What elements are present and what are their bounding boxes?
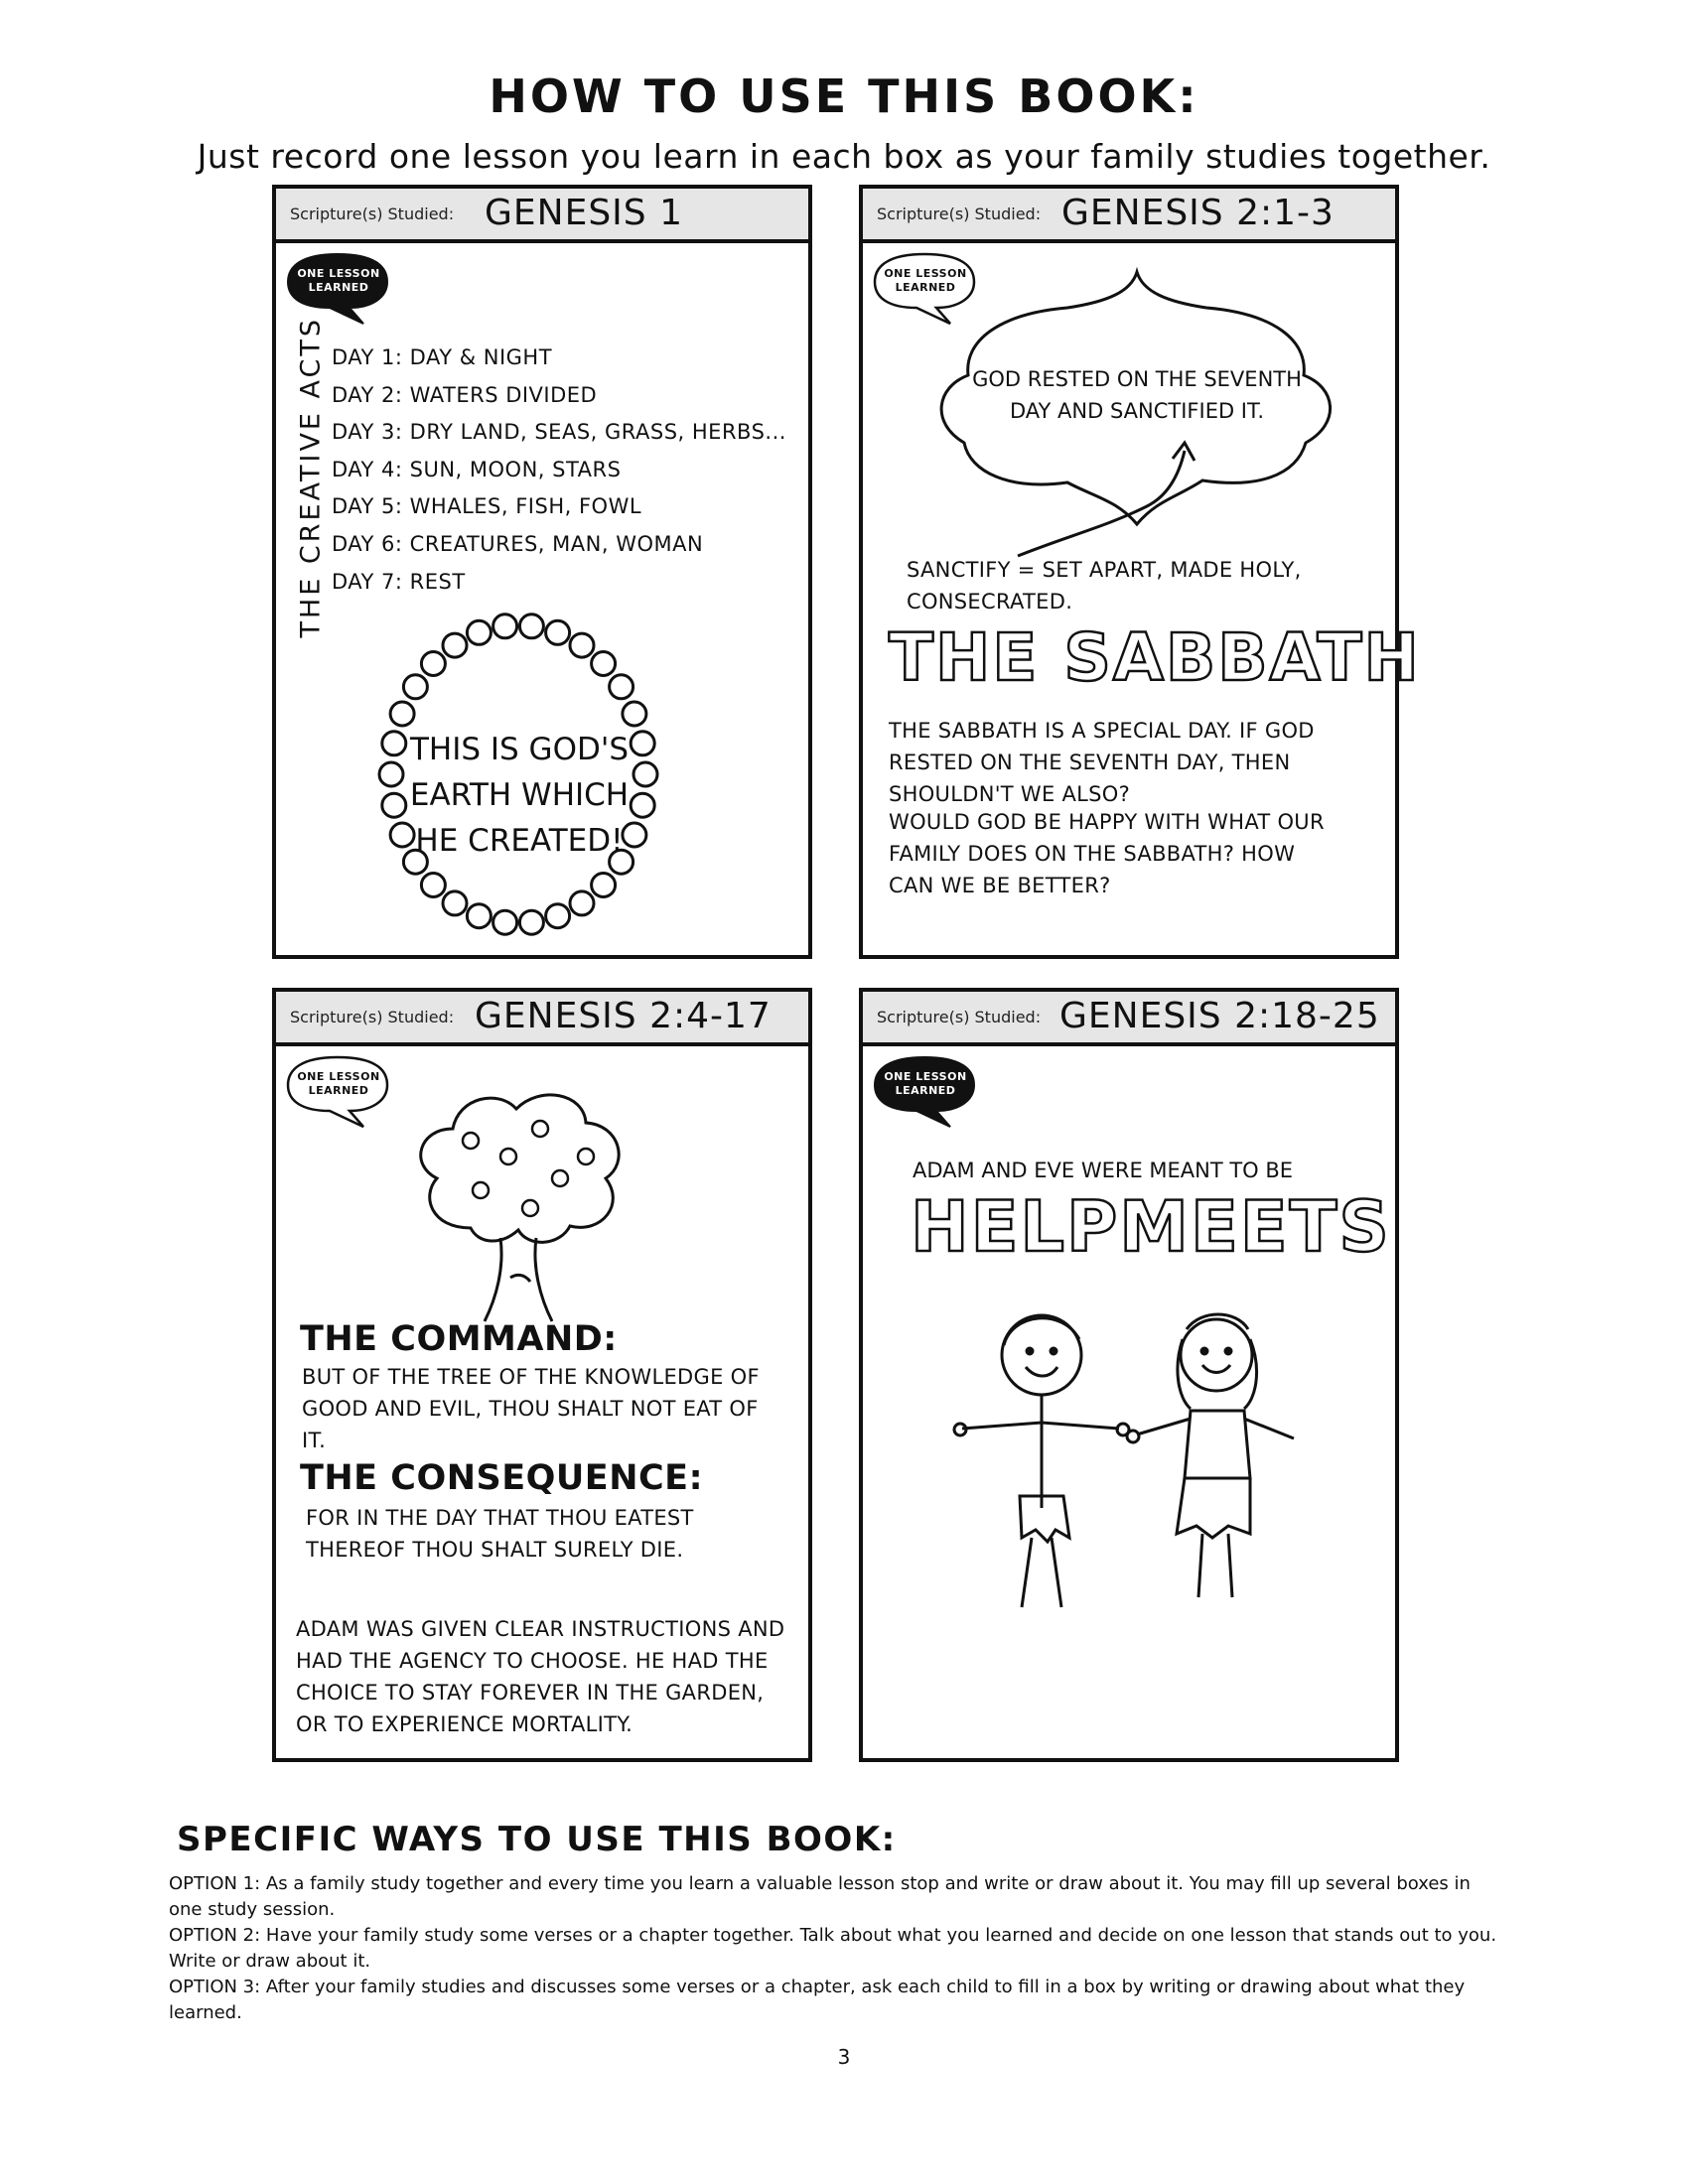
creative-acts-heading: THE CREATIVE ACTS [295, 316, 327, 638]
paragraph-line: WOULD GOD BE HAPPY WITH WHAT OUR [889, 810, 1325, 834]
scripture-reference: GENESIS 2:1-3 [1061, 193, 1335, 233]
scripture-reference: GENESIS 2:4-17 [475, 996, 772, 1036]
side-heading [290, 316, 327, 639]
closing-text [296, 1613, 784, 1740]
bubble-label: ONE LESSON LEARNED [884, 1070, 967, 1097]
tree-icon [401, 1079, 639, 1327]
lesson-speech-bubble [280, 1053, 395, 1125]
page-title: HOW TO USE THIS BOOK: [489, 69, 1199, 123]
paragraph-line: RESTED ON THE SEVENTH DAY, THEN [889, 751, 1291, 774]
days-list [332, 340, 786, 601]
scripture-header [276, 189, 808, 243]
adam-and-eve-icon [952, 1299, 1310, 1627]
scripture-label: Scripture(s) Studied: [877, 1008, 1042, 1026]
consequence-text [306, 1502, 694, 1566]
paragraph-line: FAMILY DOES ON THE SABBATH? HOW [889, 842, 1296, 866]
command-heading: THE COMMAND: [300, 1319, 618, 1359]
closing-line: CHOICE TO STAY FOREVER IN THE GARDEN, [296, 1681, 765, 1705]
cloud-line: DAY AND SANCTIFIED IT. [1009, 399, 1265, 423]
definition-line: SANCTIFY = SET APART, MADE HOLY, [907, 558, 1302, 582]
bubble-label: ONE LESSON LEARNED [884, 267, 967, 294]
scripture-reference: GENESIS 1 [485, 193, 683, 233]
circle-line: HE CREATED! [415, 823, 624, 859]
option-item: OPTION 3: After your family studies and discusses some verses or a chapter, ask each child to fill in a box by writing or drawing about what they learned. [169, 1977, 1466, 2023]
cloud-line: GOD RESTED ON THE SEVENTH [972, 367, 1302, 391]
command-line: BUT OF THE TREE OF THE KNOWLEDGE OF [302, 1365, 760, 1389]
option-item: OPTION 2: Have your family study some verses or a chapter together. Talk about what you learned and decide on one lesson that stands out to you. Write or draw about it. [169, 1925, 1497, 1972]
day-item: DAY 1: DAY & NIGHT [332, 345, 553, 369]
scripture-reference: GENESIS 2:18-25 [1059, 996, 1380, 1036]
bubble-label: ONE LESSON LEARNED [297, 1070, 380, 1097]
day-item: DAY 6: CREATURES, MAN, WOMAN [332, 531, 704, 556]
option-item: OPTION 1: As a family study together and every time you learn a valuable lesson stop and write or draw about it. You may fill up several boxes in one study session. [169, 1873, 1471, 1920]
options-list [169, 1871, 1499, 2026]
day-item: DAY 2: WATERS DIVIDED [332, 382, 598, 407]
lesson-speech-bubble [867, 1053, 982, 1125]
circle-line: THIS IS GOD'S [409, 732, 630, 767]
page-subtitle: Just record one lesson you learn in each box as your family studies together. [197, 137, 1491, 176]
scripture-label: Scripture(s) Studied: [290, 205, 455, 223]
day-item: DAY 7: REST [332, 569, 466, 594]
lesson-box-2[interactable] [859, 185, 1421, 959]
cloud-text [948, 363, 1326, 427]
paragraph-line: SHOULDN'T WE ALSO? [889, 782, 1131, 806]
scripture-label: Scripture(s) Studied: [290, 1008, 455, 1026]
sabbath-paragraph-1 [889, 715, 1315, 810]
helpmeets-intro: ADAM AND EVE WERE MEANT TO BE [913, 1159, 1294, 1182]
day-item: DAY 5: WHALES, FISH, FOWL [332, 494, 642, 519]
day-item: DAY 4: SUN, MOON, STARS [332, 457, 622, 481]
consequence-heading: THE CONSEQUENCE: [300, 1458, 704, 1498]
page-number: 3 [837, 2045, 851, 2069]
consequence-line: FOR IN THE DAY THAT THOU EATEST [306, 1506, 694, 1530]
scripture-header [863, 189, 1395, 243]
lesson-box-1[interactable] [272, 185, 812, 959]
sabbath-title: THE SABBATH [889, 619, 1421, 696]
paragraph-line: THE SABBATH IS A SPECIAL DAY. IF GOD [889, 719, 1315, 743]
scripture-header [276, 992, 808, 1046]
command-line: GOOD AND EVIL, THOU SHALT NOT EAT OF [302, 1397, 759, 1421]
circle-line: EARTH WHICH [409, 777, 630, 813]
circle-text [395, 727, 643, 864]
scripture-label: Scripture(s) Studied: [877, 205, 1042, 223]
paragraph-line: CAN WE BE BETTER? [889, 874, 1111, 897]
closing-line: ADAM WAS GIVEN CLEAR INSTRUCTIONS AND [296, 1617, 785, 1641]
consequence-line: THEREOF THOU SHALT SURELY DIE. [306, 1538, 684, 1562]
lesson-speech-bubble [280, 250, 395, 322]
definition-text [907, 554, 1302, 617]
closing-line: OR TO EXPERIENCE MORTALITY. [296, 1712, 633, 1736]
helpmeets-title: HELPMEETS [911, 1186, 1391, 1268]
command-line: IT. [302, 1429, 327, 1452]
definition-line: CONSECRATED. [907, 590, 1073, 614]
day-item: DAY 3: DRY LAND, SEAS, GRASS, HERBS... [332, 420, 786, 445]
sabbath-paragraph-2 [889, 806, 1325, 901]
bubble-label: ONE LESSON LEARNED [297, 267, 380, 294]
closing-line: HAD THE AGENCY TO CHOOSE. HE HAD THE [296, 1649, 769, 1673]
specific-ways-heading: SPECIFIC WAYS TO USE THIS BOOK: [177, 1820, 897, 1859]
lesson-box-3[interactable] [272, 988, 812, 1762]
command-text [302, 1361, 760, 1456]
lesson-box-4[interactable] [859, 988, 1399, 1762]
scripture-header [863, 992, 1395, 1046]
